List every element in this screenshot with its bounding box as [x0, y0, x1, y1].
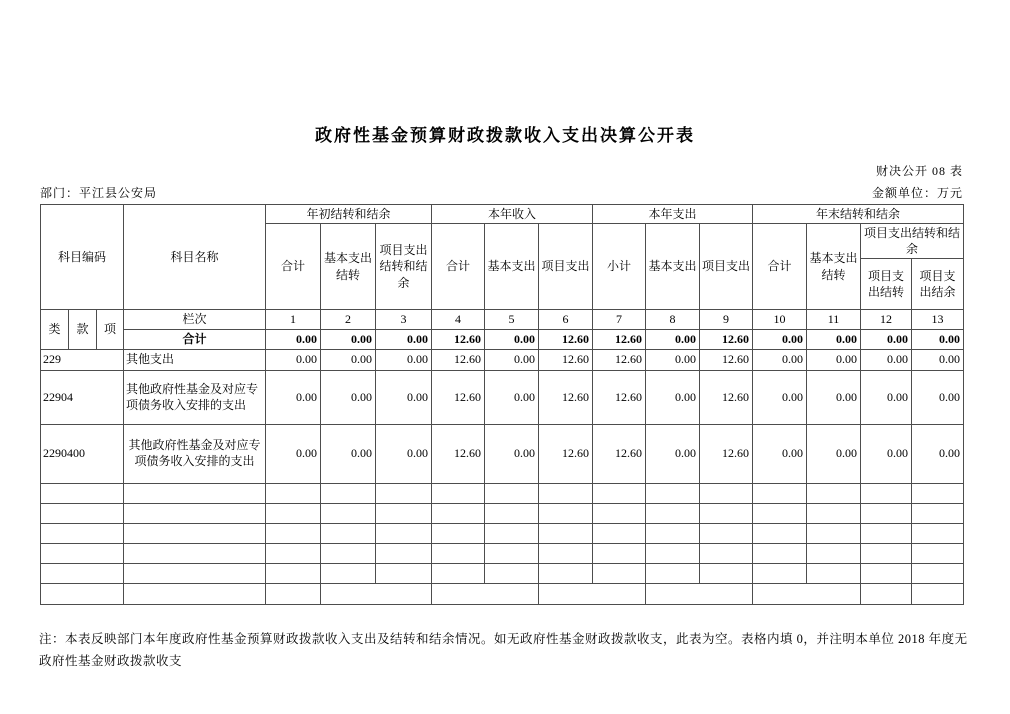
column-number-cell: 12: [861, 310, 912, 330]
header-yearend-project-group: 项目支出结转和结余: [861, 224, 964, 259]
header-group-expense: 本年支出: [593, 205, 753, 224]
value-cell: 12.60: [432, 425, 485, 484]
value-cell: [593, 564, 646, 584]
value-cell: [376, 484, 432, 504]
value-cell: [321, 484, 376, 504]
value-cell: [593, 484, 646, 504]
header-subject-code: 科目编码: [41, 205, 124, 310]
subject-code-cell: 229: [41, 350, 124, 371]
value-cell: 0.00: [376, 350, 432, 371]
value-cell: 12.60: [432, 371, 485, 425]
value-cell: [861, 564, 912, 584]
value-cell: [539, 524, 593, 544]
value-cell: [861, 524, 912, 544]
total-value-cell: 0.00: [861, 330, 912, 350]
table-row: [41, 371, 964, 425]
header-yearend-total: 合计: [753, 224, 807, 310]
header-group-income: 本年收入: [432, 205, 593, 224]
value-cell: [700, 524, 753, 544]
header-begin-total: 合计: [266, 224, 321, 310]
value-cell: [912, 524, 964, 544]
subject-code-cell: 2290400: [41, 425, 124, 484]
value-cell: 0.00: [807, 425, 861, 484]
value-cell: [646, 564, 700, 584]
value-cell: 0.00: [646, 425, 700, 484]
value-cell: [753, 484, 807, 504]
header-yearend-project-carryover: 项目支出结转: [861, 259, 912, 310]
value-cell: 0.00: [485, 425, 539, 484]
budget-table: [40, 204, 964, 605]
header-code-class: 类: [41, 310, 69, 350]
subject-name-cell: 其他政府性基金及对应专项债务收入安排的支出: [124, 425, 266, 484]
value-cell: [376, 504, 432, 524]
total-value-cell: 12.60: [539, 330, 593, 350]
total-value-cell: 0.00: [266, 330, 321, 350]
header-expense-basic: 基本支出: [646, 224, 700, 310]
column-number-cell: 2: [321, 310, 376, 330]
value-cell: 0.00: [266, 350, 321, 371]
column-number-cell: 1: [266, 310, 321, 330]
value-cell: 0.00: [485, 371, 539, 425]
value-cell: 0.00: [807, 350, 861, 371]
value-cell: 12.60: [539, 371, 593, 425]
value-cell: [861, 504, 912, 524]
header-group-yearend: 年末结转和结余: [753, 205, 964, 224]
total-row: [41, 330, 964, 350]
value-cell: 12.60: [593, 425, 646, 484]
value-cell: [266, 524, 321, 544]
header-expense-subtotal: 小计: [593, 224, 646, 310]
value-cell: [266, 584, 321, 605]
value-cell: 0.00: [753, 425, 807, 484]
value-cell: [432, 504, 485, 524]
value-cell: [485, 504, 539, 524]
value-cell: [266, 544, 321, 564]
column-number-cell: 7: [593, 310, 646, 330]
unit-label: 金额单位：万元: [871, 186, 963, 200]
header-group-begin-balance: 年初结转和结余: [266, 205, 432, 224]
subject-name-cell: [124, 544, 266, 564]
header-yearend-basic: 基本支出结转: [807, 224, 861, 310]
value-cell: [912, 584, 964, 605]
meta-row: [40, 184, 963, 201]
value-cell: [376, 564, 432, 584]
total-value-cell: 0.00: [753, 330, 807, 350]
value-cell: [376, 544, 432, 564]
value-cell: [646, 504, 700, 524]
header-income-project: 项目支出: [539, 224, 593, 310]
subject-name-cell: [124, 584, 266, 605]
header-code-section: 款: [69, 310, 97, 350]
value-cell: 0.00: [861, 350, 912, 371]
value-cell: [700, 484, 753, 504]
total-value-cell: 12.60: [593, 330, 646, 350]
value-cell: [861, 484, 912, 504]
table-row: [41, 425, 964, 484]
value-cell: [700, 504, 753, 524]
value-cell: [912, 544, 964, 564]
column-number-cell: 4: [432, 310, 485, 330]
value-cell: 0.00: [376, 371, 432, 425]
subject-code-cell: [41, 544, 124, 564]
lanci-label: 栏次: [124, 310, 266, 330]
header-code-item: 项: [97, 310, 124, 350]
value-cell: [646, 524, 700, 544]
value-cell: [646, 584, 753, 605]
value-cell: [912, 504, 964, 524]
value-cell: [753, 564, 807, 584]
table-code-label: 财决公开 08 表: [875, 164, 963, 178]
value-cell: [912, 564, 964, 584]
value-cell: 12.60: [700, 350, 753, 371]
value-cell: [807, 504, 861, 524]
value-cell: [432, 484, 485, 504]
merged-empty-row: [41, 584, 964, 605]
empty-row: [41, 484, 964, 504]
column-number-cell: 13: [912, 310, 964, 330]
value-cell: [539, 564, 593, 584]
value-cell: 0.00: [321, 425, 376, 484]
value-cell: [646, 484, 700, 504]
total-value-cell: 0.00: [807, 330, 861, 350]
value-cell: 12.60: [593, 371, 646, 425]
value-cell: [485, 484, 539, 504]
value-cell: 12.60: [539, 425, 593, 484]
column-number-cell: 10: [753, 310, 807, 330]
value-cell: [593, 524, 646, 544]
value-cell: [432, 584, 539, 605]
subject-name-cell: 其他政府性基金及对应专项债务收入安排的支出: [124, 371, 266, 425]
value-cell: [807, 484, 861, 504]
value-cell: [485, 524, 539, 544]
subject-name-cell: 其他支出: [124, 350, 266, 371]
value-cell: [266, 564, 321, 584]
value-cell: [861, 584, 912, 605]
empty-row: [41, 524, 964, 544]
value-cell: [266, 484, 321, 504]
value-cell: [861, 544, 912, 564]
empty-row: [41, 564, 964, 584]
note-text: 注：本表反映部门本年度政府性基金预算财政拨款收入支出及结转和结余情况。如无政府性基金财政拨款收支，此表为空。表格内填 0，并注明本单位 2018 年度无政府性基金财政拨款收支: [39, 632, 968, 668]
value-cell: 0.00: [646, 371, 700, 425]
header-subject-name: 科目名称: [124, 205, 266, 310]
value-cell: [593, 504, 646, 524]
subject-name-cell: [124, 504, 266, 524]
total-row-label: 合计: [124, 330, 266, 350]
header-expense-project: 项目支出: [700, 224, 753, 310]
value-cell: [266, 504, 321, 524]
subject-code-cell: [41, 584, 124, 605]
value-cell: [539, 484, 593, 504]
value-cell: 0.00: [753, 350, 807, 371]
header-income-total: 合计: [432, 224, 485, 310]
value-cell: [376, 524, 432, 544]
subject-code-cell: [41, 524, 124, 544]
total-value-cell: 0.00: [376, 330, 432, 350]
value-cell: [321, 564, 376, 584]
value-cell: [485, 564, 539, 584]
value-cell: [700, 544, 753, 564]
value-cell: 0.00: [912, 371, 964, 425]
value-cell: [321, 584, 432, 605]
value-cell: [753, 584, 861, 605]
value-cell: [321, 524, 376, 544]
value-cell: 12.60: [539, 350, 593, 371]
total-value-cell: 12.60: [432, 330, 485, 350]
value-cell: 0.00: [646, 350, 700, 371]
subject-code-cell: [41, 484, 124, 504]
empty-row: [41, 544, 964, 564]
value-cell: [485, 544, 539, 564]
total-value-cell: 0.00: [646, 330, 700, 350]
value-cell: 0.00: [376, 425, 432, 484]
value-cell: [646, 544, 700, 564]
total-value-cell: 0.00: [321, 330, 376, 350]
department-label: 部门：平江县公安局: [40, 186, 158, 200]
value-cell: [593, 544, 646, 564]
column-index-row: [41, 310, 964, 330]
value-cell: [912, 484, 964, 504]
value-cell: 12.60: [593, 350, 646, 371]
value-cell: 0.00: [861, 425, 912, 484]
value-cell: [539, 544, 593, 564]
column-number-cell: 9: [700, 310, 753, 330]
total-value-cell: 0.00: [912, 330, 964, 350]
value-cell: 12.60: [432, 350, 485, 371]
column-number-cell: 6: [539, 310, 593, 330]
value-cell: [700, 564, 753, 584]
value-cell: [753, 544, 807, 564]
value-cell: 0.00: [861, 371, 912, 425]
total-value-cell: 12.60: [700, 330, 753, 350]
header-income-basic: 基本支出: [485, 224, 539, 310]
value-cell: 0.00: [912, 425, 964, 484]
value-cell: 0.00: [321, 371, 376, 425]
header-begin-basic: 基本支出结转: [321, 224, 376, 310]
column-number-cell: 11: [807, 310, 861, 330]
page-title: 政府性基金预算财政拨款收入支出决算公开表: [315, 126, 695, 145]
value-cell: 0.00: [485, 350, 539, 371]
subject-name-cell: [124, 484, 266, 504]
subject-name-cell: [124, 524, 266, 544]
value-cell: [432, 544, 485, 564]
table-row: [41, 350, 964, 371]
subject-code-cell: [41, 504, 124, 524]
value-cell: 0.00: [807, 371, 861, 425]
value-cell: 0.00: [321, 350, 376, 371]
subject-name-cell: [124, 564, 266, 584]
subject-code-cell: [41, 564, 124, 584]
value-cell: [753, 504, 807, 524]
value-cell: 12.60: [700, 371, 753, 425]
value-cell: [753, 524, 807, 544]
column-number-cell: 8: [646, 310, 700, 330]
column-number-cell: 5: [485, 310, 539, 330]
empty-row: [41, 504, 964, 524]
value-cell: [539, 584, 646, 605]
value-cell: [807, 564, 861, 584]
value-cell: 0.00: [266, 371, 321, 425]
total-value-cell: 0.00: [485, 330, 539, 350]
header-begin-project: 项目支出结转和结余: [376, 224, 432, 310]
value-cell: [321, 544, 376, 564]
value-cell: 0.00: [912, 350, 964, 371]
value-cell: [321, 504, 376, 524]
value-cell: 12.60: [700, 425, 753, 484]
value-cell: [432, 524, 485, 544]
value-cell: [807, 524, 861, 544]
value-cell: 0.00: [753, 371, 807, 425]
subject-code-cell: 22904: [41, 371, 124, 425]
column-number-cell: 3: [376, 310, 432, 330]
value-cell: [807, 544, 861, 564]
value-cell: 0.00: [266, 425, 321, 484]
value-cell: [539, 504, 593, 524]
value-cell: [432, 564, 485, 584]
header-yearend-project-balance: 项目支出结余: [912, 259, 964, 310]
header-row-groups: [41, 205, 964, 224]
